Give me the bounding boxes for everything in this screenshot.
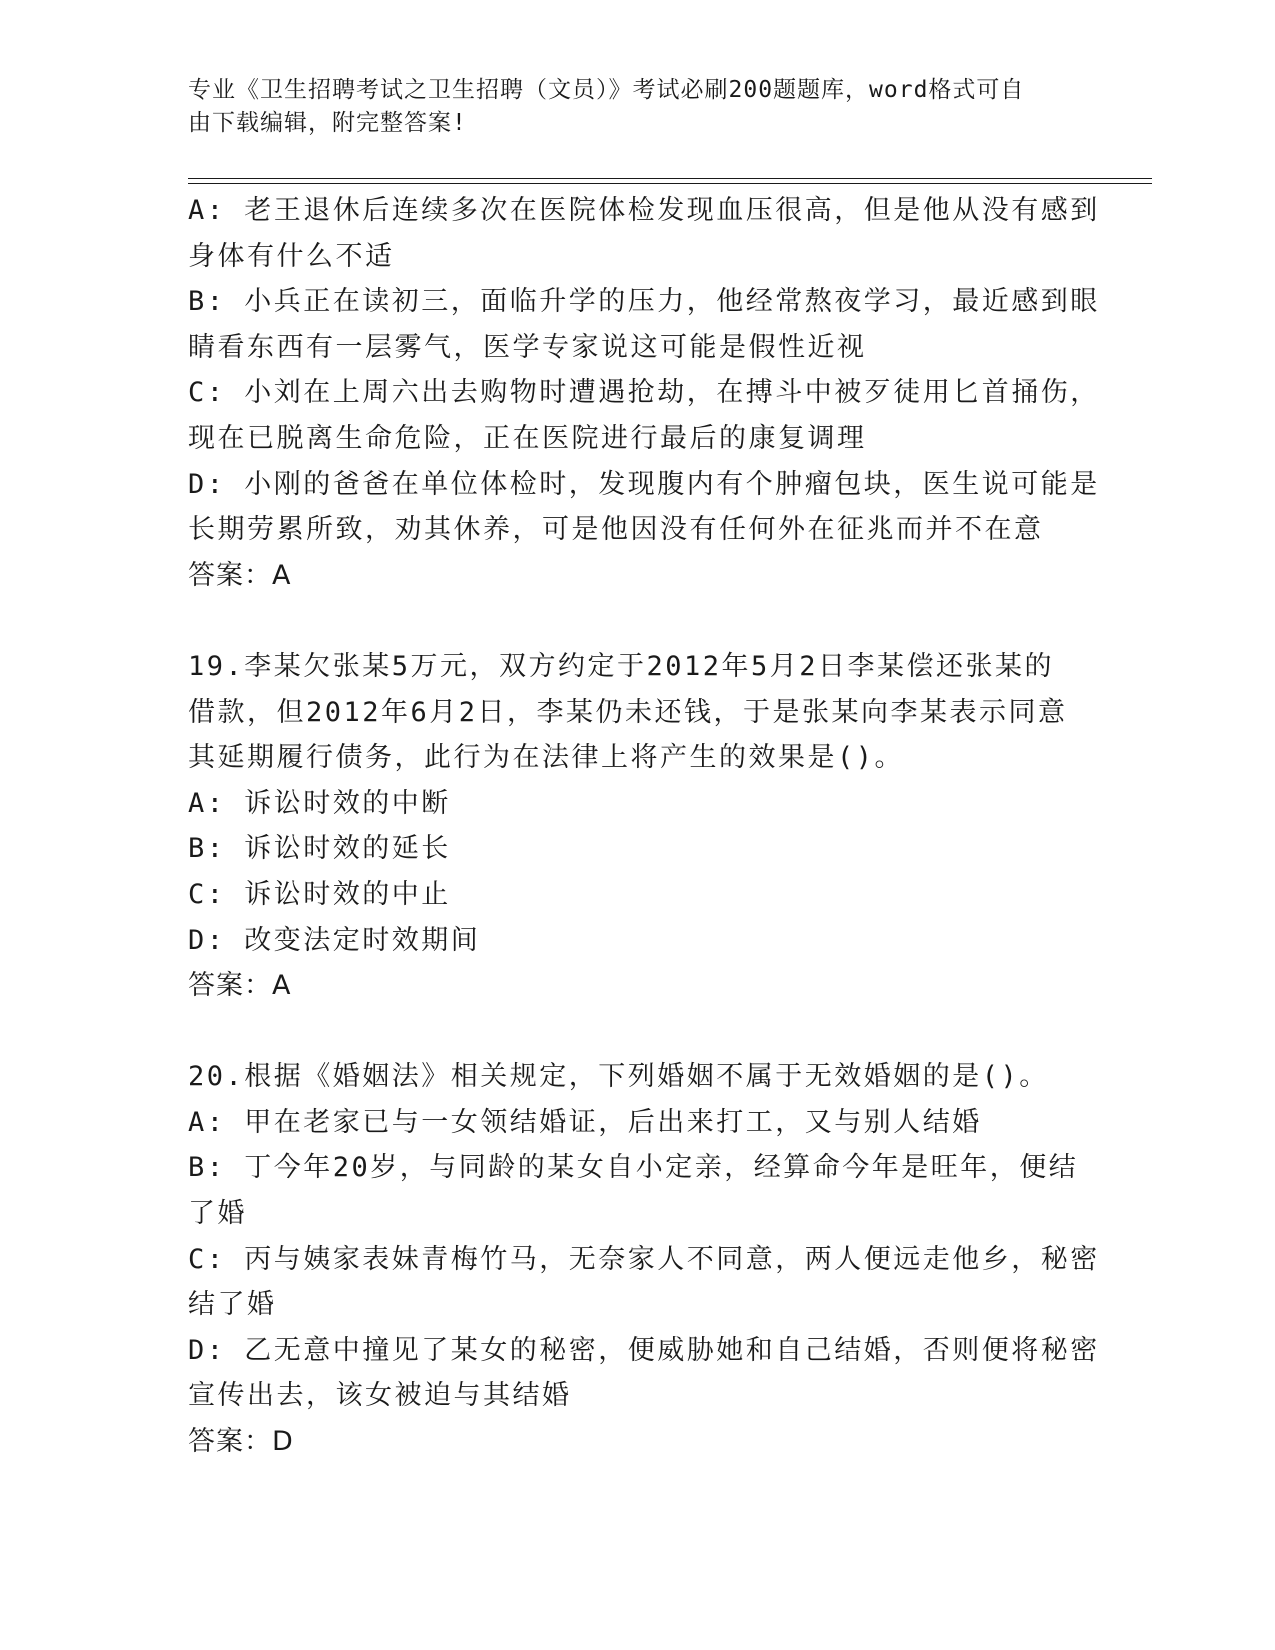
q19-option-b: B: 诉讼时效的延长: [188, 833, 451, 865]
question-20-block: [188, 1054, 1100, 1464]
q18-option-d-line-2: 长期劳累所致，劝其休养，可是他因没有任何外在征兆而并不在意: [188, 514, 1044, 546]
q18-option-b-line-1: B: 小兵正在读初三，面临升学的压力，他经常熬夜学习，最近感到眼: [188, 286, 1100, 318]
q18-option-a-line-1: A: 老王退休后连续多次在医院体检发现血压很高，但是他从没有感到: [188, 195, 1100, 226]
header-line-2: 由下载编辑，附完整答案!: [188, 110, 467, 136]
q19-stem-line-1: 19.李某欠张某5万元，双方约定于2012年5月2日李某偿还张某的: [188, 650, 1055, 682]
q18-option-b-line-2: 睛看东西有一层雾气，医学专家说这可能是假性近视: [188, 331, 867, 363]
q18-option-d-line-1: D: 小刚的爸爸在单位体检时，发现腹内有个肿瘤包块，医生说可能是: [188, 468, 1100, 500]
question-18-block: [188, 188, 1100, 598]
q18-option-c-line-2: 现在已脱离生命危险，正在医院进行最后的康复调理: [188, 422, 867, 454]
q20-option-d-line-2: 宣传出去，该女被迫与其结婚: [188, 1380, 572, 1412]
q18-option-a-line-2: 身体有什么不适: [188, 240, 395, 272]
q20-option-b-line-1: B: 丁今年20岁，与同龄的某女自小定亲，经算命今年是旺年，便结: [188, 1152, 1079, 1184]
q18-answer: 答案：A: [188, 559, 292, 591]
spacer: [188, 598, 1088, 644]
spacer: [188, 1009, 1088, 1055]
document-body: [188, 188, 1100, 1465]
q20-option-d-line-1: D: 乙无意中撞见了某女的秘密，便威胁她和自己结婚，否则便将秘密: [188, 1334, 1100, 1366]
q20-option-c-line-2: 结了婚: [188, 1289, 277, 1321]
q20-option-a: A: 甲在老家已与一女领结婚证，后出来打工，又与别人结婚: [188, 1106, 982, 1138]
q19-option-d: D: 改变法定时效期间: [188, 924, 481, 956]
q20-option-b-line-2: 了婚: [188, 1198, 247, 1230]
q19-option-c: C: 诉讼时效的中止: [188, 878, 451, 910]
header-line-1: 专业《卫生招聘考试之卫生招聘（文员）》考试必刷200题题库，word格式可自: [188, 77, 1025, 103]
q20-option-c-line-1: C: 丙与姨家表妹青梅竹马，无奈家人不同意，两人便远走他乡，秘密: [188, 1243, 1100, 1275]
q19-answer: 答案：A: [188, 970, 292, 1002]
question-19-block: [188, 644, 1088, 1009]
q20-stem-line-1: 20.根据《婚姻法》相关规定，下列婚姻不属于无效婚姻的是()。: [188, 1061, 1049, 1093]
q19-stem-line-2: 借款，但2012年6月2日，李某仍未还钱，于是张某向李某表示同意: [188, 696, 1068, 728]
document-header: [188, 74, 1088, 140]
q18-option-c-line-1: C: 小刘在上周六出去购物时遭遇抢劫，在搏斗中被歹徒用匕首捅伤，: [188, 377, 1100, 409]
header-double-rule: [188, 178, 1152, 184]
q20-answer: 答案：D: [188, 1426, 294, 1458]
q19-stem-line-3: 其延期履行债务，此行为在法律上将产生的效果是()。: [188, 742, 905, 774]
q19-option-a: A: 诉讼时效的中断: [188, 787, 451, 819]
